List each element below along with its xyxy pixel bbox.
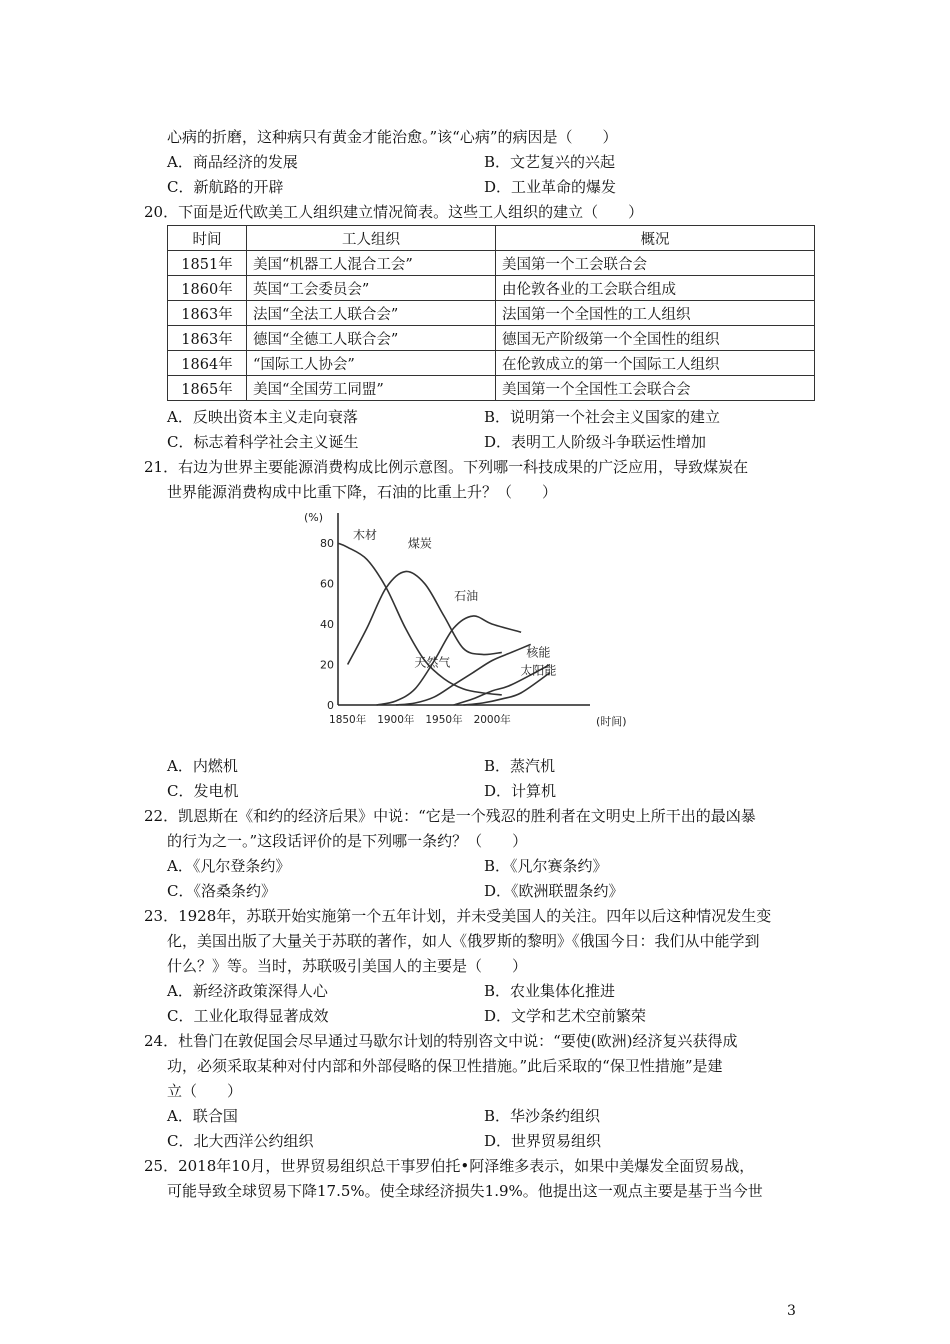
x-tick-label: 1850年 (329, 714, 367, 726)
series-label: 木材 (352, 528, 377, 543)
cell-organization: 美国“全国劳工同盟” (247, 376, 496, 401)
q24-option-b: B．华沙条约组织 (484, 1107, 601, 1125)
table-row (168, 276, 815, 301)
q19-option-d: D．工业革命的爆发 (484, 178, 617, 196)
q22-option-d: D．《欧洲联盟条约》 (484, 882, 624, 900)
series-label: 核能 (526, 645, 551, 660)
q24-option-a: A．联合国 (167, 1107, 238, 1125)
table-row (168, 351, 815, 376)
q19-option-a: A．商品经济的发展 (167, 153, 298, 171)
cell-overview: 由伦敦各业的工会联合组成 (496, 276, 815, 301)
q20-option-c: C．标志着科学社会主义诞生 (167, 433, 359, 451)
cell-overview: 法国第一个全国性的工人组织 (496, 301, 815, 326)
q20-option-d: D．表明工人阶级斗争联运性增加 (484, 433, 707, 451)
q22-option-c: C．《洛桑条约》 (167, 882, 276, 900)
x-tick-label: 1900年 (377, 714, 415, 726)
q21-option-c: C．发电机 (167, 782, 239, 800)
q20-option-a: A．反映出资本主义走向衰落 (167, 408, 358, 426)
y-axis-label: (%) (304, 511, 324, 524)
energy-consumption-chart (300, 505, 638, 731)
cell-organization: “国际工人协会” (247, 351, 496, 376)
q21-stem-line2: 世界能源消费构成中比重下降，石油的比重上升？（ ） (167, 483, 558, 501)
header-overview: 概况 (496, 226, 815, 251)
cell-overview: 美国第一个全国性工会联合会 (496, 376, 815, 401)
y-tick-label: 60 (320, 577, 334, 591)
q24-stem-line2: 功，必须采取某种对付内部和外部侵略的保卫性措施。”此后采取的“保卫性措施”是建 (167, 1057, 723, 1075)
table-row (168, 376, 815, 401)
y-tick-label: 40 (320, 618, 334, 632)
q20-option-b: B．说明第一个社会主义国家的建立 (484, 408, 721, 426)
cell-overview: 在伦敦成立的第一个国际工人组织 (496, 351, 815, 376)
y-tick-label: 80 (320, 537, 334, 551)
series-label: 天然气 (414, 655, 451, 670)
q19-option-c: C．新航路的开辟 (167, 178, 284, 196)
q23-stem-line3: 什么？》等。当时，苏联吸引美国人的主要是（ ） (167, 957, 528, 975)
series-label: 石油 (454, 588, 479, 603)
cell-overview: 德国无产阶级第一个全国性的组织 (496, 326, 815, 351)
q19-stem-continuation: 心病的折磨，这种病只有黄金才能治愈。”该“心病”的病因是（ ） (167, 128, 618, 146)
q24-option-c: C．北大西洋公约组织 (167, 1132, 314, 1150)
q20-stem: 20．下面是近代欧美工人组织建立情况简表。这些工人组织的建立（ ） (144, 203, 644, 221)
header-time: 时间 (168, 226, 247, 251)
worker-org-table (167, 225, 815, 401)
q22-stem-line1: 22．凯恩斯在《和约的经济后果》中说：“它是一个残忍的胜利者在文明史上所干出的最凶暴 (144, 807, 756, 825)
q19-option-b: B．文艺复兴的兴起 (484, 153, 616, 171)
cell-organization: 法国“全法工人联合会” (247, 301, 496, 326)
q22-option-a: A．《凡尔登条约》 (167, 857, 291, 875)
cell-time: 1865年 (168, 376, 247, 401)
table-header-row (168, 226, 815, 251)
q23-option-d: D．文学和艺术空前繁荣 (484, 1007, 647, 1025)
x-tick-label: 1950年 (425, 714, 463, 726)
q23-option-b: B．农业集体化推进 (484, 982, 616, 1000)
q24-stem-line3: 立（ ） (167, 1082, 243, 1100)
table-row (168, 326, 815, 351)
q23-option-c: C．工业化取得显著成效 (167, 1007, 329, 1025)
q21-stem-line1: 21．右边为世界主要能源消费构成比例示意图。下列哪一科技成果的广泛应用，导致煤炭在 (144, 458, 749, 476)
table-row (168, 251, 815, 276)
q24-stem-line1: 24．杜鲁门在敦促国会尽早通过马歇尔计划的特别咨文中说：“要使(欧洲)经济复兴获得成 (144, 1032, 738, 1050)
q24-option-d: D．世界贸易组织 (484, 1132, 602, 1150)
q23-stem-line1: 23．1928年，苏联开始实施第一个五年计划，并未受美国人的关注。四年以后这种情况发生变 (144, 907, 772, 925)
y-tick-label: 0 (327, 699, 334, 712)
q25-stem-line2: 可能导致全球贸易下降17.5%。使全球经济损失1.9%。他提出这一观点主要是基于当今世 (167, 1182, 763, 1200)
series-line-0 (338, 543, 502, 695)
page-number: 3 (787, 1303, 796, 1319)
q22-option-b: B．《凡尔赛条约》 (484, 857, 608, 875)
q21-option-b: B．蒸汽机 (484, 757, 556, 775)
cell-time: 1864年 (168, 351, 247, 376)
q21-option-d: D．计算机 (484, 782, 557, 800)
q23-stem-line2: 化，美国出版了大量关于苏联的著作，如人《俄罗斯的黎明》《俄国今日：我们从中能学到 (167, 932, 760, 950)
cell-time: 1863年 (168, 326, 247, 351)
y-tick-label: 20 (320, 658, 334, 672)
cell-organization: 英国“工会委员会” (247, 276, 496, 301)
q22-stem-line2: 的行为之一。”这段话评价的是下列哪一条约？（ ） (167, 832, 528, 850)
table-row (168, 301, 815, 326)
cell-time: 1851年 (168, 251, 247, 276)
q25-stem-line1: 25．2018年10月，世界贸易组织总干事罗伯托•阿泽维多表示，如果中美爆发全面贸易战， (144, 1157, 755, 1175)
cell-time: 1863年 (168, 301, 247, 326)
q23-option-a: A．新经济政策深得人心 (167, 982, 328, 1000)
x-axis-label: (时间) (596, 715, 627, 728)
cell-organization: 德国“全德工人联合会” (247, 326, 496, 351)
header-organization: 工人组织 (247, 226, 496, 251)
cell-organization: 美国“机器工人混合工会” (247, 251, 496, 276)
cell-overview: 美国第一个工会联合会 (496, 251, 815, 276)
cell-time: 1860年 (168, 276, 247, 301)
series-label: 太阳能 (520, 663, 557, 678)
series-line-3 (396, 644, 531, 705)
q21-option-a: A．内燃机 (167, 757, 238, 775)
x-tick-label: 2000年 (473, 714, 511, 726)
series-label: 煤炭 (407, 536, 432, 551)
